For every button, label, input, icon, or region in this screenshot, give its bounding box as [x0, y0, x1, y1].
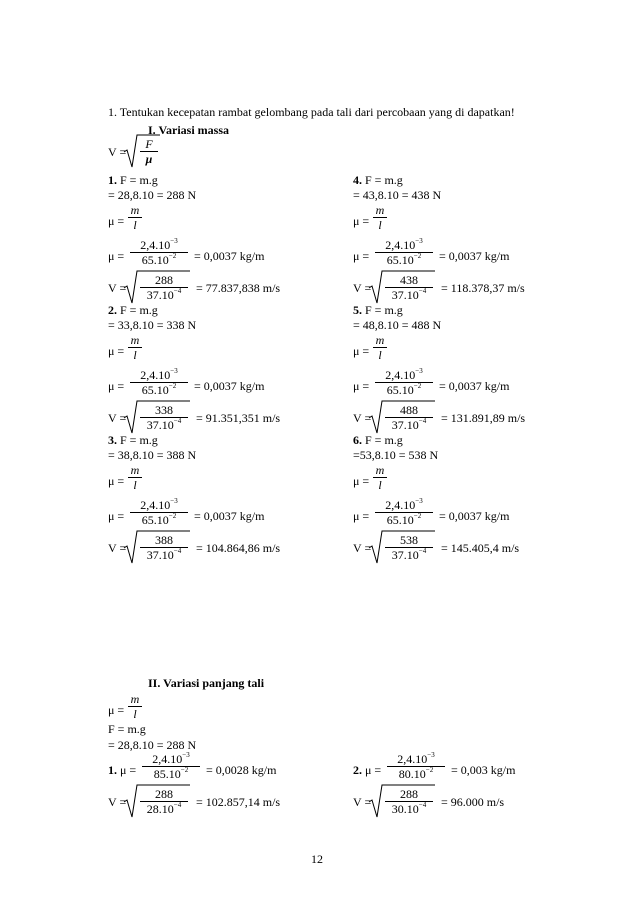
item-mu-den: [399, 767, 433, 781]
item-mu-numerator: [375, 368, 433, 383]
item-v-den-base: 37.10: [391, 288, 419, 302]
item-number: 4.: [353, 173, 362, 187]
item-v-den-exp: −4: [173, 417, 182, 425]
item-mu-numerator: [130, 238, 188, 253]
item-mu-den-base: 65.10: [386, 513, 414, 527]
item-heading: [353, 433, 403, 447]
item-v-numerator: 488: [385, 403, 433, 418]
item-mu-label: μ =: [108, 344, 125, 358]
question-text: 1. Tentukan kecepatan rambat gelombang pada tali dari percobaan yang di dapatkan!: [108, 105, 515, 119]
item-v-radical: [369, 530, 435, 564]
item-mu-calc-fraction: [375, 498, 433, 527]
item-v-den: [147, 548, 181, 562]
item-v-numerator: 288: [385, 787, 433, 802]
item-mu-label: μ =: [353, 214, 370, 228]
item-mu-den: [142, 383, 176, 397]
item-m: m: [128, 333, 142, 348]
item-mu-den-base: 65.10: [141, 383, 169, 397]
item-v-denominator: [385, 548, 433, 562]
item-mu-denominator: [130, 383, 188, 397]
item-v-den-exp: −4: [418, 287, 427, 295]
item-mu-den-exp: −2: [425, 766, 434, 774]
item-force-formula: F = m.g: [120, 433, 158, 447]
formula-v-radical: [124, 134, 160, 168]
s2-force-formula: F = m.g: [108, 722, 146, 736]
item-force-value: = 33,8.10 = 338 N: [108, 318, 197, 332]
item-v-fraction: [385, 273, 433, 302]
item-v-result: = 77.837,838 m/s: [196, 281, 281, 295]
item-mu-label: μ =: [120, 763, 137, 777]
item-heading: [108, 173, 158, 187]
item-v-denominator: [385, 418, 433, 432]
item-mu-calc-fraction: [142, 752, 200, 781]
item-v-denominator: [140, 418, 188, 432]
item-mu-den-exp: −2: [413, 252, 422, 260]
item-mu-num-base: 2,4.10: [152, 752, 183, 766]
item-mu-denominator: [130, 513, 188, 527]
item-mu-den-exp: −2: [168, 252, 177, 260]
item-mu-num: [385, 368, 422, 382]
item-v-den-exp: −4: [418, 801, 427, 809]
item-mu-den: [142, 513, 176, 527]
page-number: 12: [311, 852, 323, 866]
item-l: l: [378, 218, 382, 232]
item-mu-calc-label: [353, 379, 369, 393]
item-mu-label: μ =: [353, 344, 370, 358]
item-v-fraction: [140, 787, 188, 816]
item-mu-label: μ =: [365, 763, 382, 777]
item-mu-num: [140, 368, 177, 382]
item-v-radical: [124, 530, 190, 564]
section-title-variasi-panjang: II. Variasi panjang tali: [148, 676, 265, 690]
item-l: l: [133, 478, 137, 492]
item-number: 6.: [353, 433, 362, 447]
item-m: m: [373, 203, 387, 218]
item-v-fraction: [140, 533, 188, 562]
item-mu-label: μ =: [108, 379, 125, 393]
item-v-den: [147, 802, 181, 816]
item-v-radical: [369, 400, 435, 434]
item-mu-numerator: [142, 752, 200, 767]
item-mu-num: [385, 498, 422, 512]
item-mu-num: [397, 752, 434, 766]
item-mu-fraction: [128, 463, 142, 492]
item-v-denominator: [140, 288, 188, 302]
item-number: 1.: [108, 173, 117, 187]
item-mu-num-base: 2,4.10: [385, 368, 416, 382]
item-mu-label: μ =: [353, 379, 370, 393]
item-mu-denominator: [375, 513, 433, 527]
item-v-den-base: 37.10: [146, 418, 174, 432]
item-mu-calc-label: [108, 763, 136, 777]
item-v-den-base: 37.10: [146, 548, 174, 562]
item-l: l: [133, 348, 137, 362]
item-number: 3.: [108, 433, 117, 447]
item-mu-num-exp: −3: [415, 497, 423, 505]
item-v-label: V =: [353, 411, 372, 425]
item-v-numerator: 438: [385, 273, 433, 288]
item-mu-den-exp: −2: [413, 512, 422, 520]
item-mu-den-base: 85.10: [153, 767, 181, 781]
item-mu-result: = 0,0037 kg/m: [194, 249, 265, 263]
item-mu-numerator: [130, 368, 188, 383]
s2-mu-fraction: [128, 692, 142, 721]
item-v-label: V =: [108, 795, 127, 809]
item-mu-denominator: [375, 253, 433, 267]
item-mu-den-base: 65.10: [386, 383, 414, 397]
item-v-den-exp: −4: [173, 547, 182, 555]
item-mu-numerator: [375, 238, 433, 253]
item-l: l: [133, 218, 137, 232]
item-v-numerator: 538: [385, 533, 433, 548]
item-v-den-exp: −4: [173, 287, 182, 295]
item-mu-fraction: [373, 203, 387, 232]
formula-f: F: [140, 137, 158, 152]
item-m: m: [373, 463, 387, 478]
item-v-denominator: [385, 802, 433, 816]
item-v-numerator: 288: [140, 273, 188, 288]
item-mu-num-base: 2,4.10: [385, 238, 416, 252]
item-mu-calc-label: [353, 509, 369, 523]
item-mu-label: μ =: [108, 249, 125, 263]
item-heading: [353, 173, 403, 187]
item-v-den-base: 37.10: [391, 418, 419, 432]
item-v-den-exp: −4: [173, 801, 182, 809]
item-force-formula: F = m.g: [120, 173, 158, 187]
formula-mu: μ: [145, 152, 153, 166]
item-v-label: V =: [108, 541, 127, 555]
item-mu-label: μ =: [108, 214, 125, 228]
item-mu-numerator: [375, 498, 433, 513]
item-mu-calc-label: [353, 249, 369, 263]
s2-m: m: [128, 692, 142, 707]
item-v-radical: [124, 270, 190, 304]
item-v-fraction: [385, 787, 433, 816]
item-force-formula: F = m.g: [120, 303, 158, 317]
section-title-variasi-massa: I. Variasi massa: [148, 123, 230, 137]
item-v-result: = 102.857,14 m/s: [196, 795, 281, 809]
item-mu-label: μ =: [353, 509, 370, 523]
item-mu-fraction: [373, 463, 387, 492]
item-force-value: = 43,8.10 = 438 N: [353, 188, 442, 202]
item-mu-denominator: [387, 767, 445, 781]
item-v-label: V =: [353, 541, 372, 555]
item-force-formula: F = m.g: [365, 173, 403, 187]
item-v-den: [392, 418, 426, 432]
item-number: 5.: [353, 303, 362, 317]
item-mu-result: = 0,0037 kg/m: [439, 509, 510, 523]
item-mu-den-exp: −2: [168, 512, 177, 520]
item-mu-num-exp: −3: [182, 751, 190, 759]
item-mu-fraction: [128, 203, 142, 232]
item-mu-num: [140, 498, 177, 512]
item-v-numerator: 338: [140, 403, 188, 418]
item-mu-calc-label: [108, 509, 124, 523]
item-v-numerator: 388: [140, 533, 188, 548]
item-v-den: [147, 288, 181, 302]
item-mu-den-base: 65.10: [141, 253, 169, 267]
item-force-value: = 38,8.10 = 388 N: [108, 448, 197, 462]
s2-l: l: [133, 707, 137, 721]
item-force-formula: F = m.g: [365, 433, 403, 447]
item-mu-num: [152, 752, 189, 766]
item-mu-num-base: 2,4.10: [397, 752, 428, 766]
item-heading: [108, 303, 158, 317]
item-v-result: = 91.351,351 m/s: [196, 411, 281, 425]
item-v-denominator: [140, 548, 188, 562]
item-v-den: [392, 288, 426, 302]
item-mu-label: μ =: [353, 474, 370, 488]
item-mu-den-exp: −2: [413, 382, 422, 390]
item-mu-den-base: 65.10: [141, 513, 169, 527]
item-v-den-exp: −4: [418, 547, 427, 555]
item-v-denominator: [385, 288, 433, 302]
item-mu-num: [140, 238, 177, 252]
item-v-fraction: [385, 403, 433, 432]
item-mu-num-exp: −3: [170, 367, 178, 375]
item-mu-den: [387, 253, 421, 267]
item-v-den: [392, 802, 426, 816]
item-l: l: [378, 478, 382, 492]
item-v-fraction: [385, 533, 433, 562]
item-m: m: [373, 333, 387, 348]
item-mu-num-exp: −3: [427, 751, 435, 759]
item-v-den-base: 37.10: [146, 288, 174, 302]
item-number: 1.: [108, 763, 117, 777]
item-mu-denominator: [130, 253, 188, 267]
item-mu-numerator: [130, 498, 188, 513]
item-mu-result: = 0,003 kg/m: [451, 763, 516, 777]
item-mu-result: = 0,0037 kg/m: [194, 509, 265, 523]
item-mu-calc-fraction: [375, 368, 433, 397]
s2-mu-label: μ =: [108, 703, 125, 717]
item-mu-den-exp: −2: [180, 766, 189, 774]
item-mu-den-base: 80.10: [398, 767, 426, 781]
item-v-den-base: 28.10: [146, 802, 174, 816]
item-v-den-base: 30.10: [391, 802, 419, 816]
item-v-label: V =: [353, 795, 372, 809]
item-mu-calc-fraction: [130, 368, 188, 397]
item-mu-num: [385, 238, 422, 252]
item-mu-calc-label: [108, 379, 124, 393]
item-v-radical: [369, 784, 435, 818]
item-v-radical: [369, 270, 435, 304]
item-v-den: [147, 418, 181, 432]
item-mu-calc-fraction: [387, 752, 445, 781]
item-v-result: = 104.864,86 m/s: [196, 541, 281, 555]
item-mu-result: = 0,0028 kg/m: [206, 763, 277, 777]
item-force-formula: F = m.g: [365, 303, 403, 317]
item-mu-result: = 0,0037 kg/m: [439, 249, 510, 263]
item-mu-numerator: [387, 752, 445, 767]
item-mu-num-base: 2,4.10: [140, 368, 171, 382]
item-mu-num-exp: −3: [170, 237, 178, 245]
item-v-fraction: [140, 403, 188, 432]
item-v-radical: [124, 400, 190, 434]
item-mu-num-base: 2,4.10: [140, 238, 171, 252]
item-force-value: =53,8.10 = 538 N: [353, 448, 439, 462]
item-m: m: [128, 463, 142, 478]
item-mu-den: [154, 767, 188, 781]
item-v-den: [392, 548, 426, 562]
item-mu-calc-label: [353, 763, 381, 777]
item-mu-calc-fraction: [130, 238, 188, 267]
item-v-result: = 145.405,4 m/s: [441, 541, 520, 555]
item-v-denominator: [140, 802, 188, 816]
item-mu-label: μ =: [108, 509, 125, 523]
item-mu-calc-fraction: [130, 498, 188, 527]
item-mu-den: [142, 253, 176, 267]
item-v-result: = 118.378,37 m/s: [441, 281, 525, 295]
item-mu-num-base: 2,4.10: [140, 498, 171, 512]
item-mu-den-exp: −2: [168, 382, 177, 390]
item-v-den-exp: −4: [418, 417, 427, 425]
item-mu-result: = 0,0037 kg/m: [439, 379, 510, 393]
formula-v-label: V =: [108, 145, 127, 159]
item-v-radical: [124, 784, 190, 818]
item-mu-label: μ =: [353, 249, 370, 263]
item-mu-num-base: 2,4.10: [385, 498, 416, 512]
item-m: m: [128, 203, 142, 218]
item-mu-calc-fraction: [375, 238, 433, 267]
item-mu-denominator: [375, 383, 433, 397]
item-number: 2.: [353, 763, 362, 777]
item-v-result: = 131.891,89 m/s: [441, 411, 526, 425]
item-mu-fraction: [128, 333, 142, 362]
item-force-value: = 28,8.10 = 288 N: [108, 188, 197, 202]
item-mu-num-exp: −3: [415, 367, 423, 375]
item-mu-label: μ =: [108, 474, 125, 488]
item-mu-num-exp: −3: [170, 497, 178, 505]
item-mu-den: [387, 513, 421, 527]
item-mu-result: = 0,0037 kg/m: [194, 379, 265, 393]
item-l: l: [378, 348, 382, 362]
item-mu-num-exp: −3: [415, 237, 423, 245]
item-heading: [108, 433, 158, 447]
item-force-value: = 48,8.10 = 488 N: [353, 318, 442, 332]
item-v-fraction: [140, 273, 188, 302]
item-v-result: = 96.000 m/s: [441, 795, 505, 809]
item-mu-den: [387, 383, 421, 397]
item-v-label: V =: [108, 411, 127, 425]
item-v-label: V =: [108, 281, 127, 295]
s2-force-value: = 28,8.10 = 288 N: [108, 738, 197, 752]
item-heading: [353, 303, 403, 317]
item-v-label: V =: [353, 281, 372, 295]
item-v-den-base: 37.10: [391, 548, 419, 562]
item-v-numerator: 288: [140, 787, 188, 802]
item-mu-fraction: [373, 333, 387, 362]
item-mu-denominator: [142, 767, 200, 781]
item-number: 2.: [108, 303, 117, 317]
item-mu-den-base: 65.10: [386, 253, 414, 267]
item-mu-calc-label: [108, 249, 124, 263]
